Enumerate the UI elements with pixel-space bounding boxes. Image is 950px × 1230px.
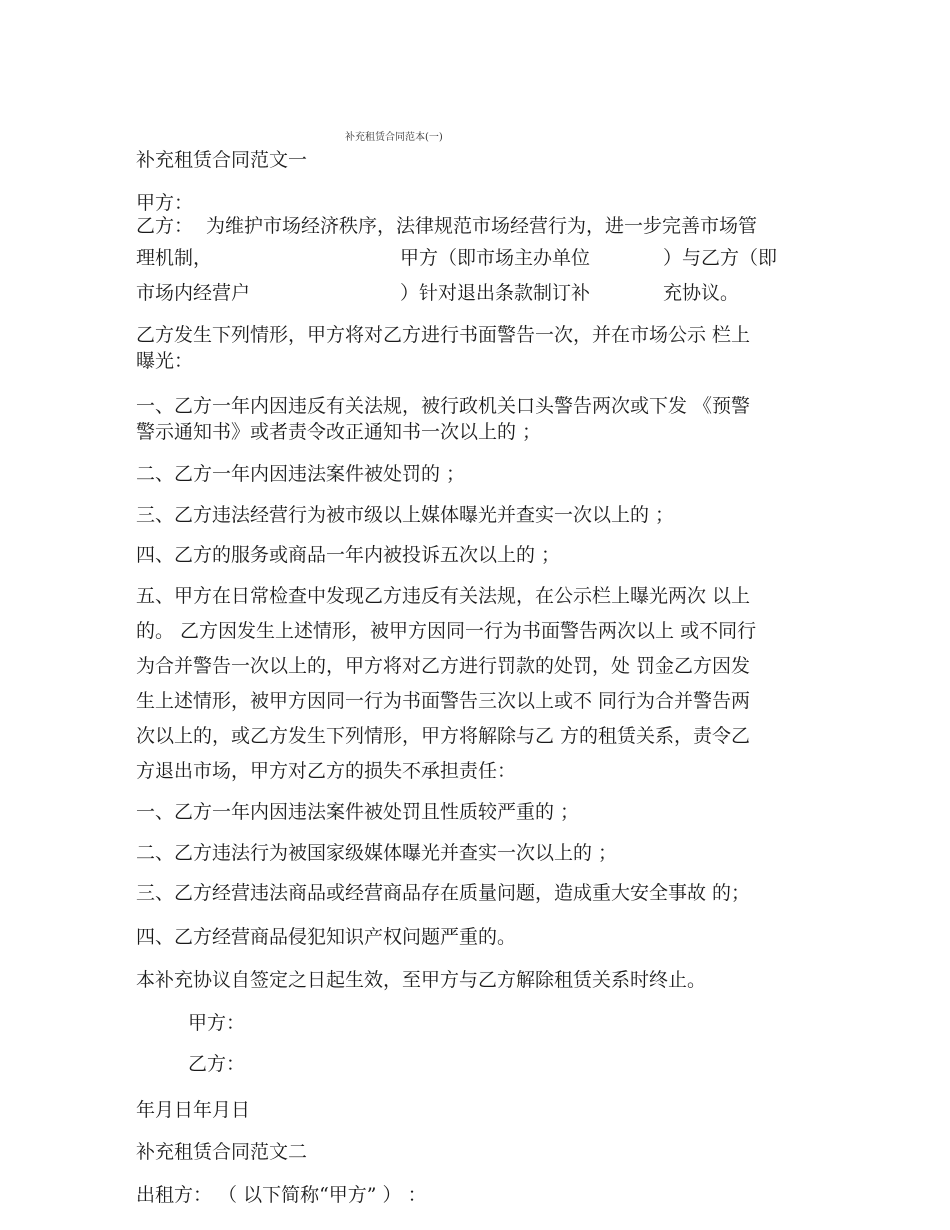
intro-line3-right: 充协议。: [663, 282, 740, 304]
warning-item: 为合并警告一次以上的，甲方将对乙方进行罚款的处罚，处 罚金乙方因发: [136, 655, 751, 677]
intro-text: 为维护市场经济秩序，法律规范市场经营行为，进一步完善市场管: [206, 215, 758, 237]
warning-item: 一、乙方一年内因违反有关法规，被行政机关口头警告两次或下发 《预警: [136, 395, 751, 417]
page-header-note: 补充租赁合同范本(一): [345, 132, 443, 143]
warning-item: 生上述情形，被甲方因同一行为书面警告三次以上或不 同行为合并警告两: [136, 690, 751, 712]
intro-line2-right: ）与乙方（即: [663, 247, 778, 269]
intro-line3-left: 市场内经营户: [136, 282, 251, 304]
warning-intro-line: 曝光：: [136, 350, 194, 372]
sign-party-a: 甲方：: [188, 1012, 246, 1034]
warning-item: 三、乙方违法经营行为被市级以上媒体曝光并查实一次以上的 ；: [136, 504, 675, 526]
termination-item: 三、乙方经营违法商品或经营商品存在质量问题，造成重大安全事故 的；: [136, 882, 751, 904]
intro-line2-mid: 甲方（即市场主办单位: [400, 247, 591, 269]
termination-item: 四、乙方经营商品侵犯知识产权问题严重的。: [136, 926, 517, 948]
termination-item: 一、乙方一年内因违法案件被处罚且性质较严重的 ；: [136, 801, 580, 823]
date-line: 年月日年月日: [136, 1099, 251, 1121]
intro-line3-mid: ）针对退出条款制订补: [400, 282, 591, 304]
contract-title-1: 补充租赁合同范文一: [136, 149, 308, 171]
termination-item: 二、乙方违法行为被国家级媒体曝光并查实一次以上的 ；: [136, 842, 618, 864]
effective-clause: 本补充协议自签定之日起生效，至甲方与乙方解除租赁关系时终止。: [136, 969, 707, 991]
warning-item: 次以上的，或乙方发生下列情形，甲方将解除与乙 方的租赁关系，责令乙: [136, 725, 751, 747]
sign-party-b: 乙方：: [188, 1053, 246, 1075]
warning-item: 四、乙方的服务或商品一年内被投诉五次以上的 ；: [136, 544, 561, 566]
warning-intro-line: 乙方发生下列情形，甲方将对乙方进行书面警告一次，并在市场公示 栏上: [136, 324, 751, 346]
intro-line2-left: 理机制，: [136, 247, 213, 269]
contract-title-2: 补充租赁合同范文二: [136, 1141, 308, 1163]
warning-item: 二、乙方一年内因违法案件被处罚的 ；: [136, 463, 466, 485]
warning-item: 方退出市场，甲方对乙方的损失不承担责任：: [136, 760, 517, 782]
warning-item: 五、甲方在日常检查中发现乙方违反有关法规，在公示栏上曝光两次 以上: [136, 585, 751, 607]
party-b-intro-line: [136, 213, 758, 239]
warning-item: 的。 乙方因发生上述情形，被甲方因同一行为书面警告两次以上 或不同行: [136, 620, 757, 642]
lessor-line: 出租方： （ 以下简称“甲方” ） ：: [136, 1184, 427, 1206]
party-b-label: 乙方：: [136, 215, 194, 237]
party-a-label: 甲方：: [136, 192, 194, 214]
warning-item: 警示通知书》或者责令改正通知书一次以上的 ；: [136, 421, 542, 443]
